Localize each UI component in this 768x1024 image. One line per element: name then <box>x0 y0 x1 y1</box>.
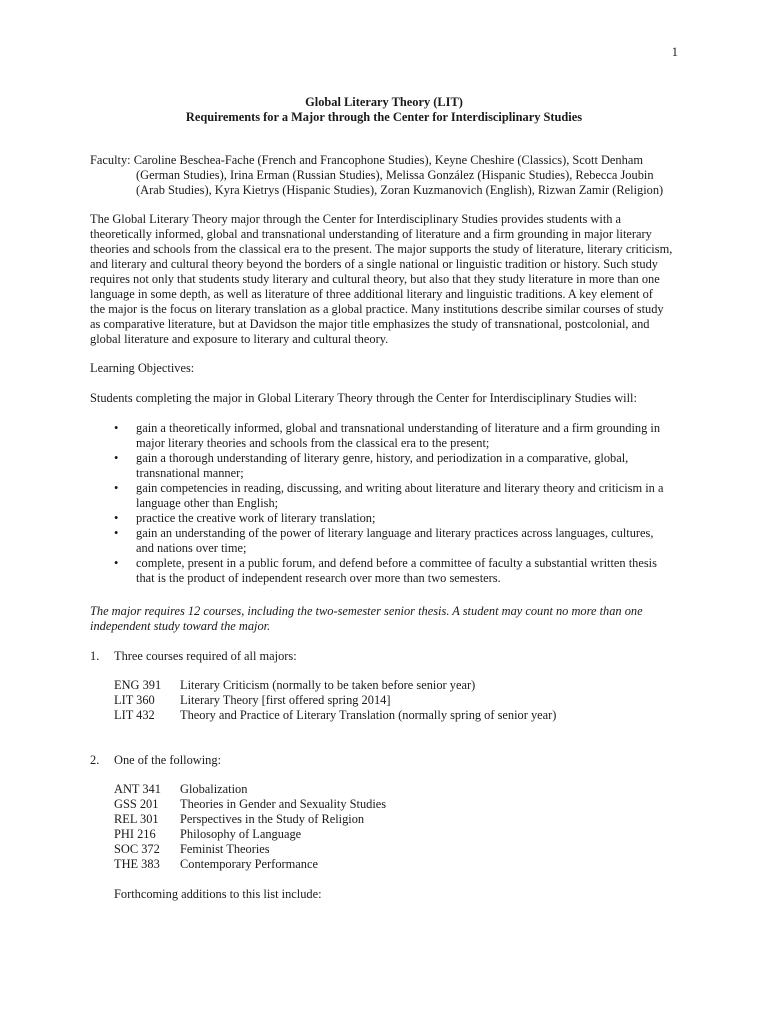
faculty-line: (German Studies), Irina Erman (Russian Studies), Melissa González (Hispanic Studies), Rebecca Joubin <box>136 168 654 182</box>
faculty-line: Faculty: Caroline Beschea-Fache (French and Francophone Studies), Keyne Cheshire (Classics), Scott Denham <box>90 153 643 167</box>
course-row <box>114 857 386 872</box>
course-title: Theories in Gender and Sexuality Studies <box>180 797 387 811</box>
bullet-icon: • <box>114 451 119 465</box>
course-code: ENG 391 <box>114 678 162 692</box>
course-title: Perspectives in the Study of Religion <box>180 812 365 826</box>
course-list <box>114 678 556 723</box>
bullet-icon: • <box>114 481 119 495</box>
note-line: independent study toward the major. <box>90 619 271 633</box>
requirement-heading-text: Three courses required of all majors: <box>114 649 297 663</box>
requirement-heading-text: One of the following: <box>114 753 222 767</box>
list-item <box>90 556 690 586</box>
list-item <box>90 526 690 556</box>
objective-line: gain a theoretically informed, global and transnational understanding of literature and a firm grounding in <box>136 421 661 435</box>
intro-line: and literary and cultural theory beyond the borders of a single national or linguistic tradition or history. Such study <box>90 257 659 271</box>
objective-line: and nations over time; <box>136 541 247 555</box>
course-code: SOC 372 <box>114 842 160 856</box>
objective-line: major literary theories and schools from the classical era to the present; <box>136 436 490 450</box>
objective-line: gain an understanding of the power of literary language and literary practices across languages, cultures, <box>136 526 654 540</box>
objective-line: complete, present in a public forum, and defend before a committee of faculty a substantial written thesis <box>136 556 657 570</box>
course-code: LIT 360 <box>114 693 155 707</box>
bullet-icon: • <box>114 526 119 540</box>
objectives-list <box>90 421 690 586</box>
course-row <box>114 812 386 827</box>
course-row <box>114 827 386 842</box>
list-item <box>90 511 690 526</box>
intro-line: theories and schools from the classical era to the present. The major supports the study of literature, literary criticism, <box>90 242 673 256</box>
course-code: ANT 341 <box>114 782 161 796</box>
title-line-2: Requirements for a Major through the Center for Interdisciplinary Studies <box>185 110 583 124</box>
title-line-1: Global Literary Theory (LIT) <box>305 95 463 109</box>
course-row <box>114 708 556 723</box>
students-sentence: Students completing the major in Global Literary Theory through the Center for Interdisciplinary Studies will: <box>90 391 637 405</box>
requirement-note <box>90 604 690 634</box>
intro-line: as comparative literature, but at Davidson the major title emphasizes the study of transnational, postcolonial, and <box>90 317 650 331</box>
requirement-number: 1. <box>90 649 100 663</box>
objective-line: gain a thorough understanding of literary genre, history, and periodization in a comparative, global, <box>136 451 629 465</box>
course-code: REL 301 <box>114 812 159 826</box>
course-title: Literary Criticism (normally to be taken before senior year) <box>180 678 476 692</box>
faculty-list <box>90 153 690 198</box>
bullet-icon: • <box>114 511 119 525</box>
page-number: 1 <box>671 45 678 59</box>
intro-paragraph <box>90 212 690 347</box>
objective-line: practice the creative work of literary translation; <box>136 511 376 525</box>
intro-line: the major is the focus on literary translation as a global practice. Many institutions describe similar courses of study <box>90 302 664 316</box>
bullet-icon: • <box>114 421 119 435</box>
intro-line: requires not only that students study literary and cultural theory, but also that they study literature in more than one <box>90 272 660 286</box>
requirement-heading <box>90 753 221 768</box>
forthcoming-note: Forthcoming additions to this list include: <box>114 887 322 901</box>
course-row <box>114 693 556 708</box>
intro-line: language in some depth, as well as literature of three additional literary and linguistic traditions. A key element of <box>90 287 653 301</box>
bullet-icon: • <box>114 556 119 570</box>
learning-objectives-heading: Learning Objectives: <box>90 361 195 375</box>
course-row <box>114 797 386 812</box>
course-row <box>114 782 386 797</box>
requirement-number: 2. <box>90 753 100 767</box>
course-title: Globalization <box>180 782 248 796</box>
course-code: PHI 216 <box>114 827 156 841</box>
course-title: Theory and Practice of Literary Translation (normally spring of senior year) <box>180 708 557 722</box>
course-code: LIT 432 <box>114 708 155 722</box>
course-code: THE 383 <box>114 857 160 871</box>
course-title: Philosophy of Language <box>180 827 302 841</box>
list-item <box>90 451 690 481</box>
course-title: Feminist Theories <box>180 842 270 856</box>
objective-line: transnational manner; <box>136 466 244 480</box>
course-row <box>114 842 386 857</box>
intro-line: global literature and exposure to literary and cultural theory. <box>90 332 389 346</box>
note-line: The major requires 12 courses, including the two-semester senior thesis. A student may count no more than one <box>90 604 643 618</box>
course-code: GSS 201 <box>114 797 159 811</box>
course-title: Literary Theory [first offered spring 2014] <box>180 693 391 707</box>
objective-line: that is the product of independent research over more than two semesters. <box>136 571 501 585</box>
document-title <box>0 95 768 125</box>
faculty-line: (Arab Studies), Kyra Kietrys (Hispanic Studies), Zoran Kuzmanovich (English), Rizwan Zamir (Religion) <box>136 183 664 197</box>
intro-line: The Global Literary Theory major through the Center for Interdisciplinary Studies provides students with a <box>90 212 622 226</box>
course-title: Contemporary Performance <box>180 857 318 871</box>
intro-line: theoretically informed, global and transnational understanding of literature and a firm grounding in major literary <box>90 227 652 241</box>
list-item <box>90 421 690 451</box>
course-row <box>114 678 556 693</box>
list-item <box>90 481 690 511</box>
objective-line: gain competencies in reading, discussing, and writing about literature and literary theory and criticism in a <box>136 481 664 495</box>
course-list <box>114 782 386 872</box>
requirement-heading <box>90 649 297 664</box>
objective-line: language other than English; <box>136 496 279 510</box>
